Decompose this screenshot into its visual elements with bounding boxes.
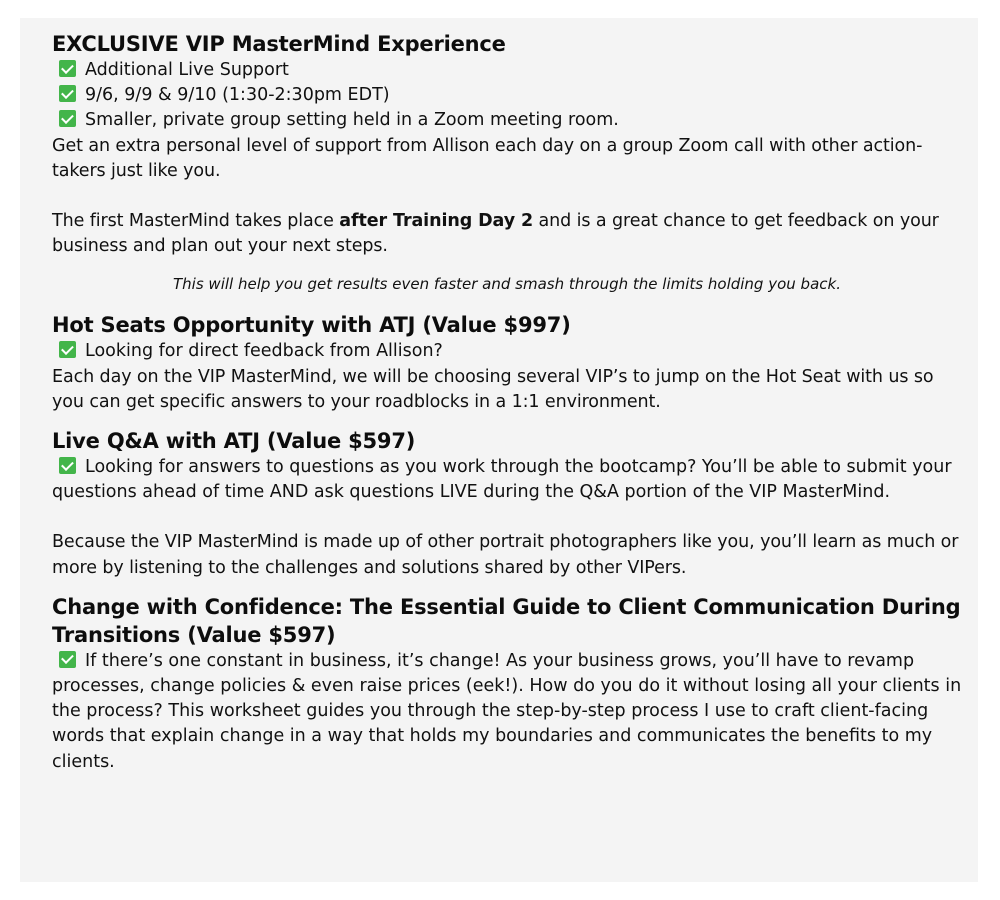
vip-check-label: 9/6, 9/9 & 9/10 (1:30-2:30pm EDT) (85, 85, 390, 106)
change-with-confidence-heading: Change with Confidence: The Essential Guide to Client Communication During Transitions (Value $597) (52, 594, 961, 647)
training-day-2-emphasis: after Training Day 2 (339, 211, 534, 232)
vip-check-item (52, 58, 962, 83)
change-check-label: If there’s one constant in business, it’s change! As your business grows, you’ll have to revamp processes, change policies & even raise prices (eek!). How do you do it without losing all your clients in the process? This worksheet guides you through the step-by-step process I use to craft client-facing words that explain change in a way that holds my boundaries and communicates the benefits to my clients. (52, 650, 962, 772)
vip-check-label: Additional Live Support (85, 60, 289, 80)
vip-check-item (52, 108, 962, 133)
green-checkbox-icon (59, 651, 76, 668)
live-qa-description: Because the VIP MasterMind is made up of other portrait photographers like you, you’ll learn as much or more by listening to the challenges and solutions shared by other VIPers. (52, 532, 959, 578)
vip-first-mastermind-lead: The first MasterMind takes place (52, 211, 340, 232)
vip-mastermind-heading: EXCLUSIVE VIP MasterMind Experience (52, 32, 506, 56)
green-checkbox-icon (59, 341, 76, 358)
content-panel (20, 18, 978, 882)
hot-seats-description: Each day on the VIP MasterMind, we will be choosing several VIP’s to jump on the Hot Seat with us so you can get specific answers to your roadblocks in a 1:1 environment. (52, 366, 934, 412)
green-checkbox-icon (59, 85, 76, 102)
vip-first-mastermind-text (52, 209, 962, 259)
vip-check-label: Smaller, private group setting held in a Zoom meeting room. (85, 110, 619, 131)
green-checkbox-icon (59, 457, 76, 474)
vip-first-mastermind-tail: and is a great chance to get feedback on your business and plan out your next steps. (52, 211, 939, 257)
change-check-item (52, 649, 962, 775)
hot-seats-check-item (52, 339, 962, 364)
green-checkbox-icon (59, 110, 76, 127)
vip-check-item (52, 83, 962, 108)
vip-description: Get an extra personal level of support from Allison each day on a group Zoom call with other action-takers just like you. (52, 135, 923, 181)
live-qa-check-item (52, 455, 962, 505)
hot-seats-heading: Hot Seats Opportunity with ATJ (Value $997) (52, 313, 571, 338)
vip-results-note: This will help you get results even faster and smash through the limits holding you back. (173, 275, 841, 294)
live-qa-check-label: Looking for answers to questions as you work through the bootcamp? You’ll be able to submit your questions ahead of time AND ask questions LIVE during the Q&A portion of the VIP MasterMind. (52, 457, 952, 503)
content-body (52, 30, 962, 775)
live-qa-heading: Live Q&A with ATJ (Value $597) (52, 429, 416, 454)
hot-seats-check-label: Looking for direct feedback from Allison? (85, 341, 443, 362)
green-checkbox-icon (59, 60, 76, 77)
